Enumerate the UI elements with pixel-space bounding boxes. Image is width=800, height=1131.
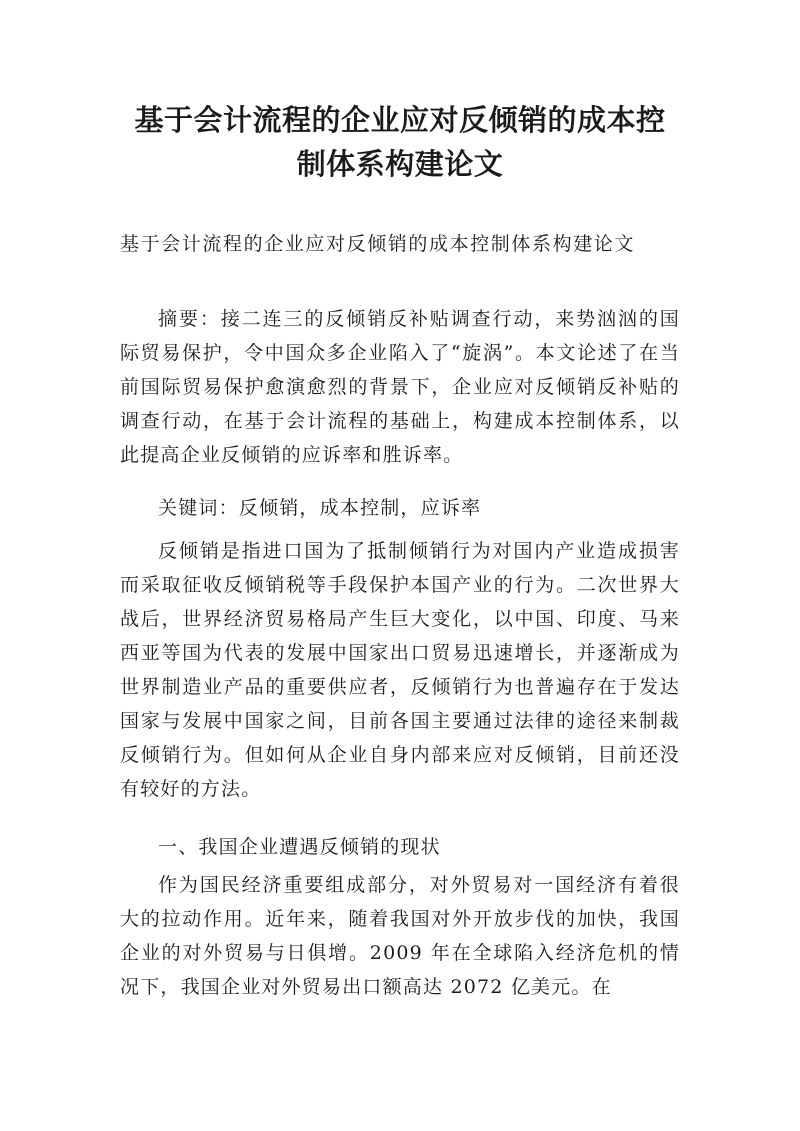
keywords-text: 反倾销，成本控制，应诉率 <box>238 497 482 519</box>
keywords-paragraph <box>120 491 680 525</box>
document-subtitle: 基于会计流程的企业应对反倾销的成本控制体系构建论文 <box>120 233 636 255</box>
section-paragraph: 作为国民经济重要组成部分，对外贸易对一国经济有着很大的拉动作用。近年来，随着我国对外开放步伐的加快，我国企业的对外贸易与日俱增。2009 年在全球陷入经济危机的情况下，我国企业对外贸易出口额高达 2072 亿美元。在 <box>120 874 680 998</box>
intro-paragraph: 反倾销是指进口国为了抵制倾销行为对国内产业造成损害而采取征收反倾销税等手段保护本国产业的行为。二次世界大战后，世界经济贸易格局产生巨大变化，以中国、印度、马来西亚等国为代表的发展中国家出口贸易迅速增长，并逐渐成为世界制造业产品的重要供应者，反倾销行为也普遍存在于发达国家与发展中国家之间，目前各国主要通过法律的途径来制裁反倾销行为。但如何从企业自身内部来应对反倾销，目前还没有较好的方法。 <box>120 540 680 800</box>
keywords-label: 关键词： <box>158 497 239 519</box>
abstract-label: 摘要： <box>158 308 221 330</box>
abstract-paragraph <box>120 302 680 472</box>
abstract-text: 接二连三的反倾销反补贴调查行动，来势汹汹的国际贸易保护，令中国众多企业陷入了“旋涡”。本文论述了在当前国际贸易保护愈演愈烈的背景下，企业应对反倾销反补贴的调查行动，在基于会计流程的基础上，构建成本控制体系，以此提高企业反倾销的应诉率和胜诉率。 <box>120 308 680 466</box>
section-heading: 一、我国企业遭遇反倾销的现状 <box>158 836 441 858</box>
document-title-line-1: 基于会计流程的企业应对反倾销的成本控 <box>134 103 666 137</box>
document-title-line-2: 制体系构建论文 <box>296 147 504 181</box>
